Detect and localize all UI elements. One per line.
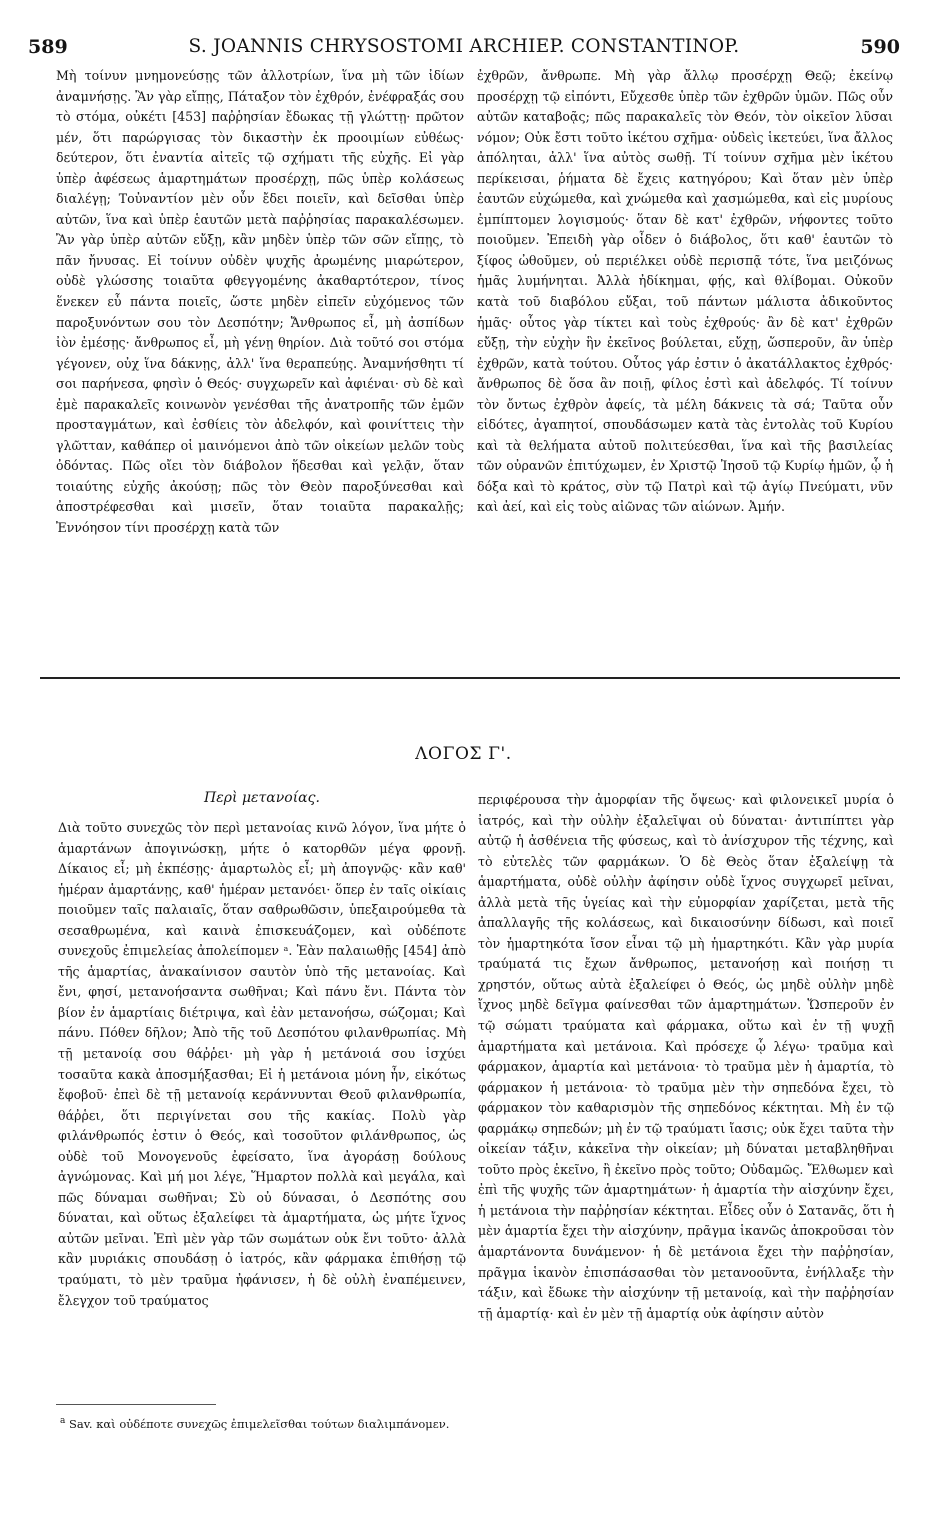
page-number-left: 589 <box>28 36 68 58</box>
section-divider <box>40 677 900 679</box>
footnote <box>60 1412 462 1433</box>
footnote-rule <box>56 1404 216 1405</box>
bottom-left-column <box>58 818 466 1311</box>
top-right-text: ἐχθρῶν, ἄνθρωπε. Μὴ γὰρ ἄλλῳ προσέρχῃ Θεῷ; ἐκείνῳ προσέρχῃ τῷ εἰπόντι, Εὔχεσθε ὑπὲρ τῶν ἐχθρῶν ὑμῶν. Πῶς οὖν αὐτῶν καταβοᾷς; πῶς παρακαλεῖς τὸν Θεόν, τὸν οἰκεῖον λῦσαι νόμον; Οὐκ ἔστι τοῦτο ἱκέτου σχῆμα· οὐδεὶς ἱκετεύει, ἵνα ἄλλος ἀπόληται, ἀλλ' ἵνα αὐτὸς σωθῇ. Τί τοίνυν σχῆμα μὲν ἱκέτου περίκεισαι, ῥήματα δὲ ἔχεις κατηγόρου; Καὶ ὅταν μὲν ὑπὲρ ἑαυτῶν εὐχώμεθα, καὶ χνώμεθα καὶ χασμώμεθα, καὶ εἰς μυρίους ἐμπίπτομεν λογισμούς· ὅταν δὲ κατ' ἐχθρῶν, νήφοντες τοῦτο ποιοῦμεν. Ἐπειδὴ γὰρ οἶδεν ὁ διάβολος, ὅτι καθ' ἑαυτῶν τὸ ξίφος ὠθοῦμεν, οὐ περιέλκει οὐδὲ περισπᾷ τότε, ἵνα μειζόνως ἡμᾶς λυμήνηται. Ἀλλὰ ἠδίκημαι, φῄς, καὶ θλίβομαι. Οὐκοῦν κατὰ τοῦ διαβόλου εὔξαι, τοῦ πάντων μάλιστα ἀδικοῦντος ἡμᾶς· οὗτος γὰρ τίκτει καὶ τοὺς ἐχθρούς· ἂν δὲ κατ' ἐχθρῶν εὔξῃ, τὴν εὐχὴν ἣν ἐκεῖνος βούλεται, εὔχῃ, ὥσπεροῦν, ἂν ὑπὲρ ἐχθρῶν, κατὰ τούτου. Οὗτος γάρ ἐστιν ὁ ἀκατάλλακτος ἐχθρός· ἄνθρωπος δὲ ὅσα ἂν ποιῇ, φίλος ἐστὶ καὶ ἀδελφός. Τί τοίνυν τὸν ὄντως ἐχθρὸν ἀφείς, τὰ μέλη δάκνεις τὰ σά; Ταῦτα οὖν εἰδότες, ἀγαπητοί, σπουδάσωμεν κατὰ τὰς ἐντολὰς τοῦ Κυρίου καὶ τὰ θελήματα αὐτοῦ πολιτεύεσθαι, ἵνα καὶ τῆς βασιλείας τῶν οὐρανῶν ἐπιτύχωμεν, ἐν Χριστῷ Ἰησοῦ τῷ Κυρίῳ ἡμῶν, ᾧ ἡ δόξα καὶ τὸ κράτος, σὺν τῷ Πατρὶ καὶ τῷ ἁγίῳ Πνεύματι, νῦν καὶ ἀεί, καὶ εἰς τοὺς αἰῶνας τῶν αἰώνων. Ἀμήν. <box>477 68 893 515</box>
bottom-right-text: περιφέρουσα τὴν ἀμορφίαν τῆς ὄψεως· καὶ φιλονεικεῖ μυρία ὁ ἰατρός, καὶ τὴν οὐλὴν ἐξαλεῖψαι οὐ δύναται· ἀντιπίπτει γὰρ αὐτῷ ἡ ἀσθένεια τῆς φύσεως, καὶ τὸ ἀνίσχυρον τῆς τέχνης, καὶ τὸ εὐτελὲς τῶν φαρμάκων. Ὁ δὲ Θεὸς ὅταν ἐξαλείψῃ τὰ ἁμαρτήματα, οὐδὲ οὐλὴν ἀφίησιν οὐδὲ ἴχνος συγχωρεῖ μεῖναι, ἀλλὰ μετὰ τῆς ὑγείας καὶ τὴν εὐμορφίαν χαρίζεται, μετὰ τῆς ἀπαλλαγῆς τῆς κολάσεως, καὶ δικαιοσύνην δίδωσι, καὶ ποιεῖ τὸν ἡμαρτηκότα ἴσον εἶναι τῷ μὴ ἡμαρτηκότι. Κἂν γὰρ μυρία τραύματά τις ἔχων ἄνθρωπος, μετανοήσῃ καὶ ποιήσῃ τι χρηστόν, οὕτως αὐτὰ ἐξαλείφει ὁ Θεός, ὡς μηδὲ οὐλὴν μηδὲ ἴχνος μηδὲ δεῖγμα φαίνεσθαι τῶν ἁμαρτημάτων. Ὥσπεροῦν ἐν τῷ σώματι τραύματα καὶ φάρμακα, οὕτω καὶ ἐν τῇ ψυχῇ ἁμαρτήματα καὶ μετάνοια. Καὶ πρόσεχε ᾧ λέγω· τραῦμα καὶ φάρμακον, ἁμαρτία καὶ μετάνοια· τὸ τραῦμα μὲν ἡ ἁμαρτία, τὸ φάρμακον ἡ μετάνοια· τὸ τραῦμα μὲν τὴν σηπεδόνα ἔχει, τὸ φάρμακον τὸν καθαρισμὸν τῆς σηπεδόνος κέκτηται. Μὴ ἐν τῷ φαρμάκῳ σηπεδών; μὴ ἐν τῷ τραύματι ἴασις; οὐκ ἔχει ταῦτα τὴν οἰκείαν τάξιν, κἀκεῖνα τὴν οἰκείαν; μὴ δύναται μεταβληθῆναι τοῦτο πρὸς ἐκεῖνο, ἢ ἐκεῖνο πρὸς τοῦτο; Οὐδαμῶς. Ἔλθωμεν καὶ ἐπὶ τῆς ψυχῆς τῶν ἁμαρτημάτων· ἡ ἁμαρτία τὴν αἰσχύνην ἔχει, ἡ μετάνοια τὴν παῤῥησίαν κέκτηται. Εἶδες οὖν ὁ Σατανᾶς, ὅτι ἡ μὲν ἁμαρτία ἔχει τὴν αἰσχύνην, πρᾶγμα ἱκανῶς ἀποκροῦσαι τὸν ἁμαρτάνοντα δυνάμενον· ἡ δὲ μετάνοια ἔχει τὴν παῤῥησίαν, πρᾶγμα ἱκανὸν ἐπισπάσασθαι τὸν μετανοοῦντα, ἐνήλλαξε τὴν τάξιν, καὶ ἔδωκε τὴν αἰσχύνην τῇ μετανοίᾳ, καὶ τὴν παῤῥησίαν τῇ ἁμαρτίᾳ· καὶ ἐν μὲν τῇ ἁμαρτίᾳ οὐκ ἀφίησιν αὐτὸν <box>478 792 894 1321</box>
top-left-column <box>56 66 464 539</box>
page-number-right: 590 <box>860 36 900 58</box>
section-subtitle: Περὶ μετανοίας. <box>204 790 320 806</box>
top-left-text: Μὴ τοίνυν μνημονεύσῃς τῶν ἀλλοτρίων, ἵνα μὴ τῶν ἰδίων ἀναμνήσῃς. Ἂν γὰρ εἴπῃς, Πάταξον τὸν ἐχθρόν, ἐνέφραξάς σου τὸ στόμα, οὐκέτι [453] παῤῥησίαν ἔδωκας τῇ γλώττῃ· πρῶτον μέν, ὅτι παρώργισας τὸν δικαστὴν ἐκ προοιμίων εὐθέως· δεύτερον, ὅτι ἐναντία αἰτεῖς τῷ σχήματι τῆς εὐχῆς. Εἰ γὰρ ὑπὲρ ἀφέσεως ἁμαρτημάτων προσέρχῃ, πῶς ὑπὲρ κολάσεως διαλέγῃ; Τοὐναντίον μὲν οὖν ἔδει ποιεῖν, καὶ δεῖσθαι ὑπὲρ αὐτῶν, ἵνα καὶ ὑπὲρ ἑαυτῶν μετὰ παῤῥησίας παρακαλέσωμεν. Ἂν γὰρ ὑπὲρ αὐτῶν εὔξῃ, κἂν μηδὲν ὑπὲρ τῶν σῶν εἴπῃς, τὸ πᾶν ἤνυσας. Εἰ τοίνυν οὐδὲν ψυχῆς ἀρωμένης μιαρώτερον, οὐδὲ γλώσσης τοιαῦτα φθεγγομένης ἀκαθαρτότερον, τίνος ἕνεκεν εὖ πάντα ποιεῖς, ὥστε μηδὲν εἰπεῖν εὐχόμενος τῶν παροξυνόντων σου τὸν Δεσπότην; Ἄνθρωπος εἶ, μὴ ἀσπίδων ἰὸν ἐμέσῃς· ἄνθρωπος εἶ, μὴ γένῃ θηρίον. Διὰ τοῦτό σοι στόμα γέγονεν, οὐχ ἵνα δάκνῃς, ἀλλ' ἵνα θεραπεύῃς. Ἀναμνήσθητι τί σοι παρήνεσα, φησὶν ὁ Θεός· συγχωρεῖν καὶ ἀφιέναι· σὺ δὲ καὶ ἐμὲ παρακαλεῖς κοινωνὸν γενέσθαι τῆς ἀνατροπῆς τῶν ἐμῶν προσταγμάτων, καὶ ἐσθίεις τὸν ἀδελφόν, καὶ φοινίττεις τὴν γλῶτταν, καθάπερ οἱ μαινόμενοι ἀπὸ τῶν οἰκείων μελῶν τοὺς ὀδόντας. Πῶς οἴει τὸν διάβολον ἥδεσθαι καὶ γελᾷν, ὅταν τοιαύτης εὐχῆς ἀκούσῃ; πῶς τὸν Θεὸν παροξύνεσθαι καὶ ἀποστρέφεσθαι καὶ μισεῖν, ὅταν τοιαῦτα παρακαλῇς; Ἐννόησον τίνι προσέρχῃ κατὰ τῶν <box>56 68 464 536</box>
footnote-marker: a <box>60 1416 66 1426</box>
bottom-left-text: Διὰ τοῦτο συνεχῶς τὸν περὶ μετανοίας κινῶ λόγον, ἵνα μήτε ὁ ἁμαρτάνων ἀπογινώσκῃ, μήτε ὁ κατορθῶν μέγα φρονῇ. Δίκαιος εἶ; μὴ ἐκπέσῃς· ἁμαρτωλὸς εἶ; μὴ ἀπογνῷς· κἂν καθ' ἡμέραν ἁμαρτάνῃς, καθ' ἡμέραν μετανόει· ὅπερ ἐν ταῖς οἰκίαις ποιοῦμεν ταῖς παλαιαῖς, ὅταν σαθρωθῶσιν, ὑπεξαιρούμεθα τὰ σεσαθρωμένα, καὶ καινὰ ἐπισκευάζομεν, καὶ οὐδέποτε συνεχοῦς ἐπιμελείας ἀπολείπομεν ᵃ. Ἐὰν παλαιωθῇς [454] ἀπὸ τῆς ἁμαρτίας, ἀνακαίνισον σαυτὸν ὑπὸ τῆς μετανοίας. Καὶ ἔνι, φησί, μετανοήσαντα σωθῆναι; Καὶ πάνυ ἔνι. Πάντα τὸν βίον ἐν ἁμαρτίαις διέτριψα, καὶ ἐὰν μετανοήσω, σώζομαι; Καὶ πάνυ. Πόθεν δῆλον; Ἀπὸ τῆς τοῦ Δεσπότου φιλανθρωπίας. Μὴ τῇ μετανοίᾳ σου θάῤῥει· μὴ γὰρ ἡ μετάνοιά σου ἰσχύει τοσαῦτα κακὰ ἀποσμήξασθαι; Εἰ ἡ μετάνοια μόνη ἦν, εἰκότως ἔφοβοῦ· ἐπεὶ δὲ τῇ μετανοίᾳ κεράννυνται Θεοῦ φιλανθρωπία, θάῤῥει, ὅτι περιγίνεται σου τῆς κακίας. Πολὺ γὰρ φιλάνθρωπός ἐστιν ὁ Θεός, καὶ τοσοῦτον φιλάνθρωπος, ὡς οὐδὲ τοῦ Μονογενοῦς ἐφείσατο, ἵνα ἀγοράσῃ δούλους ἀγνώμονας. Καὶ μή μοι λέγε, Ἥμαρτον πολλὰ καὶ μεγάλα, καὶ πῶς δύναμαι σωθῆναι; Σὺ οὐ δύνασαι, ὁ Δεσπότης σου δύναται, καὶ οὕτως ἐξαλείφει τὰ ἁμαρτήματα, ὡς μήτε ἴχνος αὐτῶν μεῖναι. Ἐπὶ μὲν γὰρ τῶν σωμάτων οὐκ ἔνι τοῦτο· ἀλλὰ κἂν μυριάκις σπουδάσῃ ὁ ἰατρός, κἂν φάρμακα ἐπιθήσῃ τῷ τραύματι, τὸ μὲν τραῦμα ἠφάνισεν, ἡ δὲ οὐλὴ ἐναπέμεινεν, ἔλεγχον τοῦ τραύματος <box>58 820 466 1308</box>
bottom-right-column <box>478 790 894 1324</box>
running-header <box>28 8 900 58</box>
top-right-column <box>477 66 893 518</box>
section-title: ΛΟΓΟΣ Γ'. <box>415 744 512 764</box>
running-title: S. JOANNIS CHRYSOSTOMI ARCHIEP. CONSTANTINOP. <box>188 36 740 57</box>
footnote-text: Sav. καὶ οὐδέποτε συνεχῶς ἐπιμελεῖσθαι τούτων διαλιμπάνομεν. <box>69 1416 450 1431</box>
